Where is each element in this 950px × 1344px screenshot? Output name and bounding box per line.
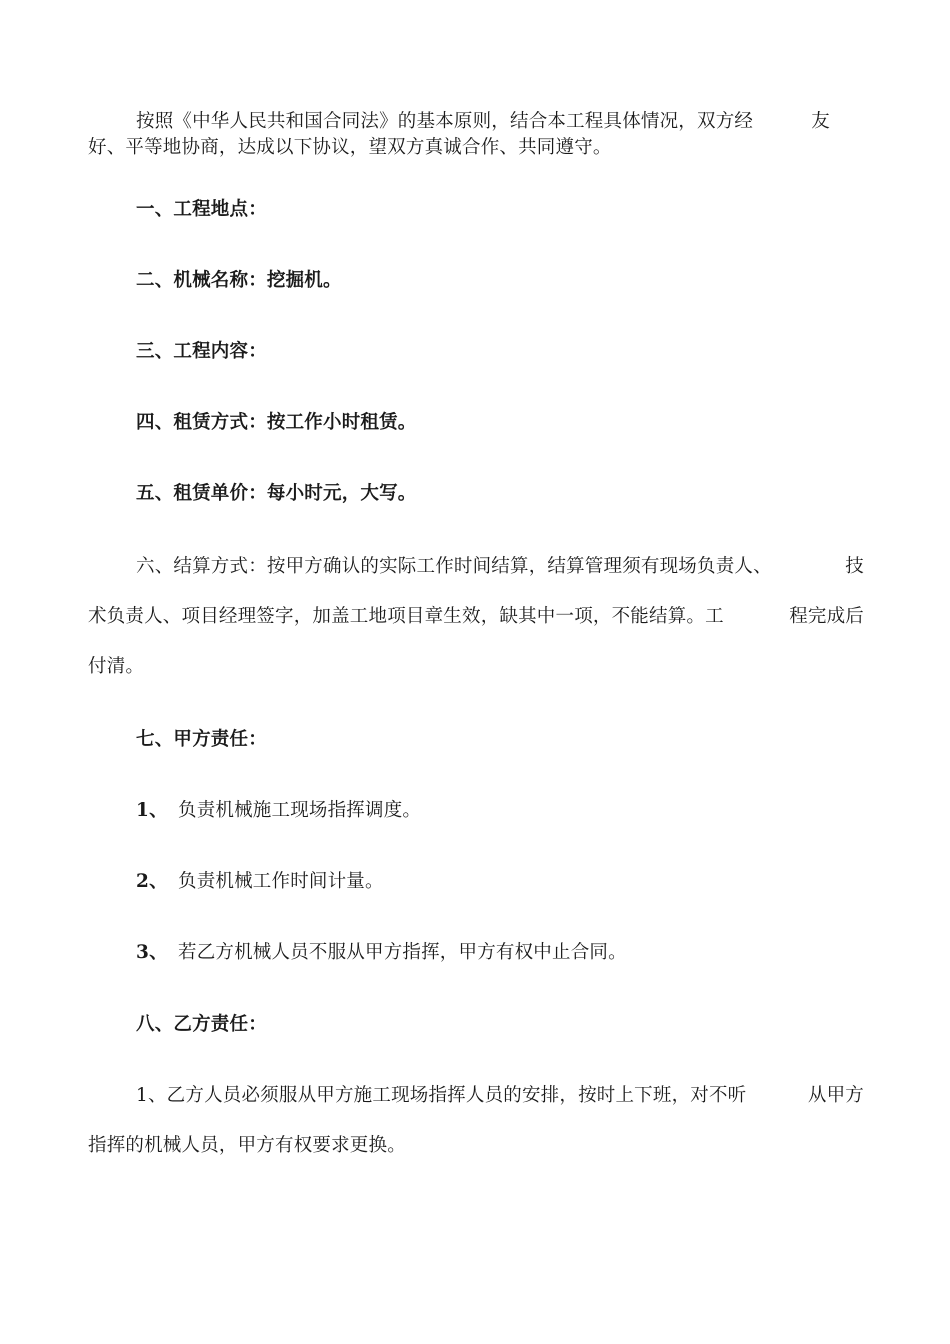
clause-text: 负责机械工作时间计量。 [178, 871, 384, 892]
party-a-heading: 七、甲方责任： [136, 729, 267, 750]
clause-number: 3、 [136, 942, 168, 963]
item-price: 五、租赁单价：每小时元，大写。 [136, 483, 417, 504]
item-machine: 二、机械名称：挖掘机。 [136, 270, 342, 291]
item-content: 三、工程内容： [136, 341, 267, 362]
settlement-line-1 [136, 555, 864, 579]
settlement-line-2 [88, 605, 864, 629]
settlement-text: 六、结算方式：按甲方确认的实际工作时间结算，结算管理须有现场负责人、 [136, 556, 772, 577]
party-a-clause-1 [136, 799, 421, 823]
intro-text: 按照《中华人民共和国合同法》的基本原则，结合本工程具体情况，双方经 [136, 111, 754, 132]
clause-number: 1、 [136, 800, 168, 821]
party-b-clause-1-line-2: 指挥的机械人员，甲方有权要求更换。 [88, 1135, 406, 1156]
clause-text: 若乙方机械人员不服从甲方指挥，甲方有权中止合同。 [178, 942, 627, 963]
settlement-text: 术负责人、项目经理签字，加盖工地项目章生效，缺其中一项，不能结算。工 [88, 606, 724, 627]
intro-text-end: 友 [811, 111, 830, 132]
intro-line-1 [136, 110, 830, 134]
party-a-clause-3 [136, 941, 627, 965]
item-method: 四、租赁方式：按工作小时租赁。 [136, 412, 417, 433]
party-b-heading: 八、乙方责任： [136, 1014, 267, 1035]
settlement-text-end: 技 [845, 556, 864, 577]
party-b-clause-1-line-1 [136, 1084, 864, 1108]
settlement-line-3: 付清。 [88, 656, 145, 677]
party-a-clause-2 [136, 870, 384, 894]
clause-text-end: 从甲方 [807, 1085, 864, 1106]
item-location: 一、工程地点： [136, 199, 267, 220]
clause-text: 负责机械施工现场指挥调度。 [178, 800, 422, 821]
clause-number: 2、 [136, 871, 168, 892]
intro-line-2: 好、平等地协商，达成以下协议，望双方真诚合作、共同遵守。 [88, 137, 612, 158]
clause-text: 1、乙方人员必须服从甲方施工现场指挥人员的安排，按时上下班，对不听 [136, 1085, 747, 1106]
settlement-text-end: 程完成后 [789, 606, 864, 627]
